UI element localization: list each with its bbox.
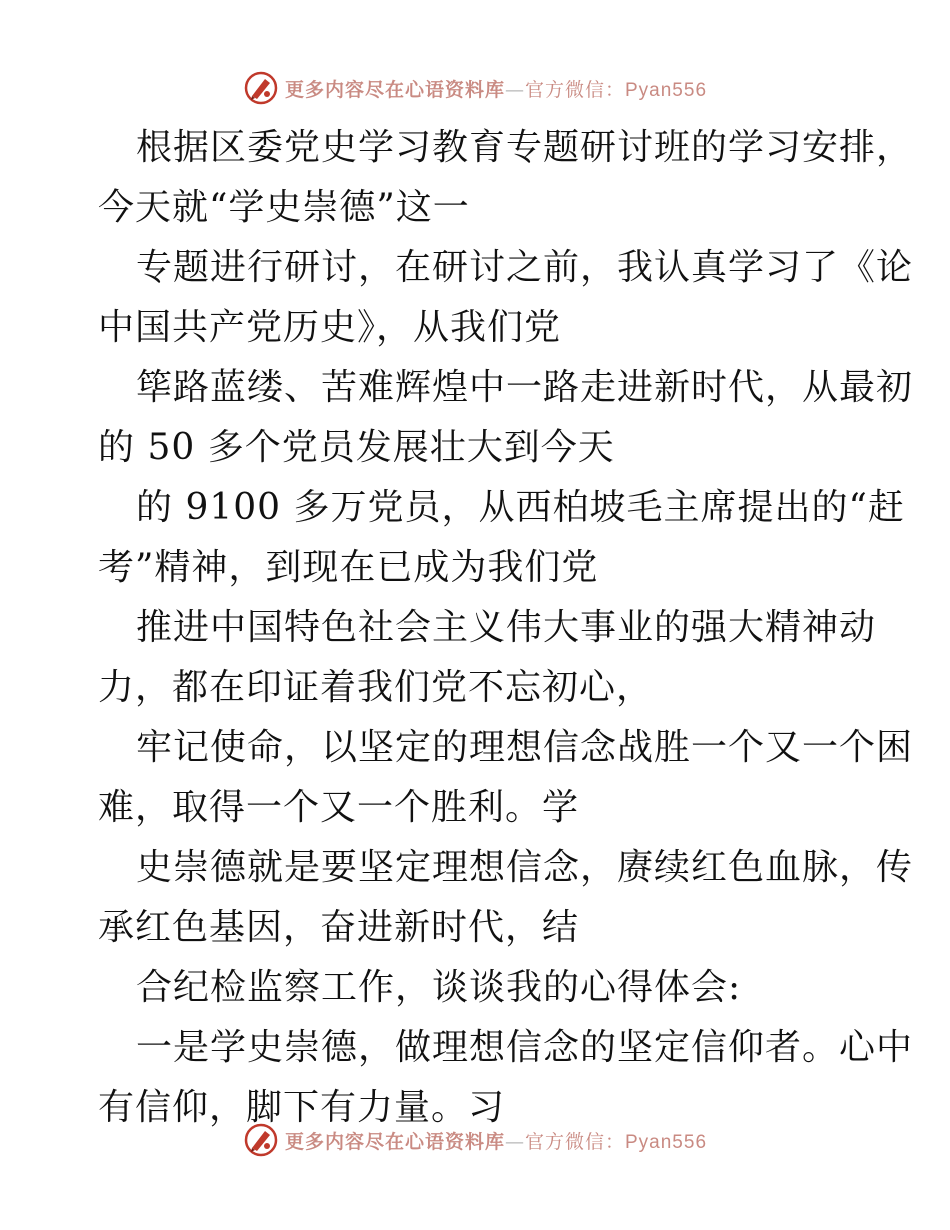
body-line: 中国共产党历史》，从我们党 [98, 307, 562, 348]
footer-separator: — [504, 1130, 525, 1153]
footer-banner-text [285, 1127, 707, 1154]
footer-watermark [0, 1122, 950, 1158]
header-wechat-label: 官方微信： [524, 78, 625, 101]
footer-wechat-id: Pyan556 [625, 1131, 708, 1153]
document-body [98, 118, 914, 1138]
footer-wechat-label: 官方微信： [524, 1130, 625, 1153]
body-line: 牢记使命，以坚定的理想信念战胜一个又一个困 [136, 727, 914, 768]
body-line: 推进中国特色社会主义伟大事业的强大精神动 [136, 607, 877, 648]
body-line: 有信仰，脚下有力量。习 [98, 1087, 506, 1128]
body-line: 的 9100 多万党员，从西柏坡毛主席提出的“赶 [136, 487, 905, 528]
pen-logo-icon [243, 70, 279, 106]
pen-logo-icon [243, 1122, 279, 1158]
body-line: 专题进行研讨，在研讨之前，我认真学习了《论 [136, 247, 914, 288]
body-line: 今天就“学史崇德”这一 [98, 187, 470, 228]
body-line: 考”精神，到现在已成为我们党 [98, 547, 599, 588]
body-line: 的 50 多个党员发展壮大到今天 [98, 427, 615, 468]
body-line: 根据区委党史学习教育专题研讨班的学习安排， [136, 127, 914, 168]
header-wechat-id: Pyan556 [625, 79, 708, 101]
body-line: 承红色基因，奋进新时代，结 [98, 907, 580, 948]
body-line: 难，取得一个又一个胜利。学 [98, 787, 580, 828]
header-watermark [0, 70, 950, 106]
body-line: 史崇德就是要坚定理想信念，赓续红色血脉，传 [136, 847, 914, 888]
body-line: 合纪检监察工作，谈谈我的心得体会: [136, 967, 742, 1008]
header-site-text: 更多内容尽在心语资料库 [284, 78, 505, 101]
header-separator: — [504, 78, 525, 101]
body-line: 一是学史崇德，做理想信念的坚定信仰者。心中 [136, 1027, 914, 1068]
body-line: 力，都在印证着我们党不忘初心， [98, 667, 654, 708]
footer-site-text: 更多内容尽在心语资料库 [284, 1130, 505, 1153]
header-banner-text [285, 75, 707, 102]
body-line: 筚路蓝缕、苦难辉煌中一路走进新时代，从最初 [136, 367, 914, 408]
